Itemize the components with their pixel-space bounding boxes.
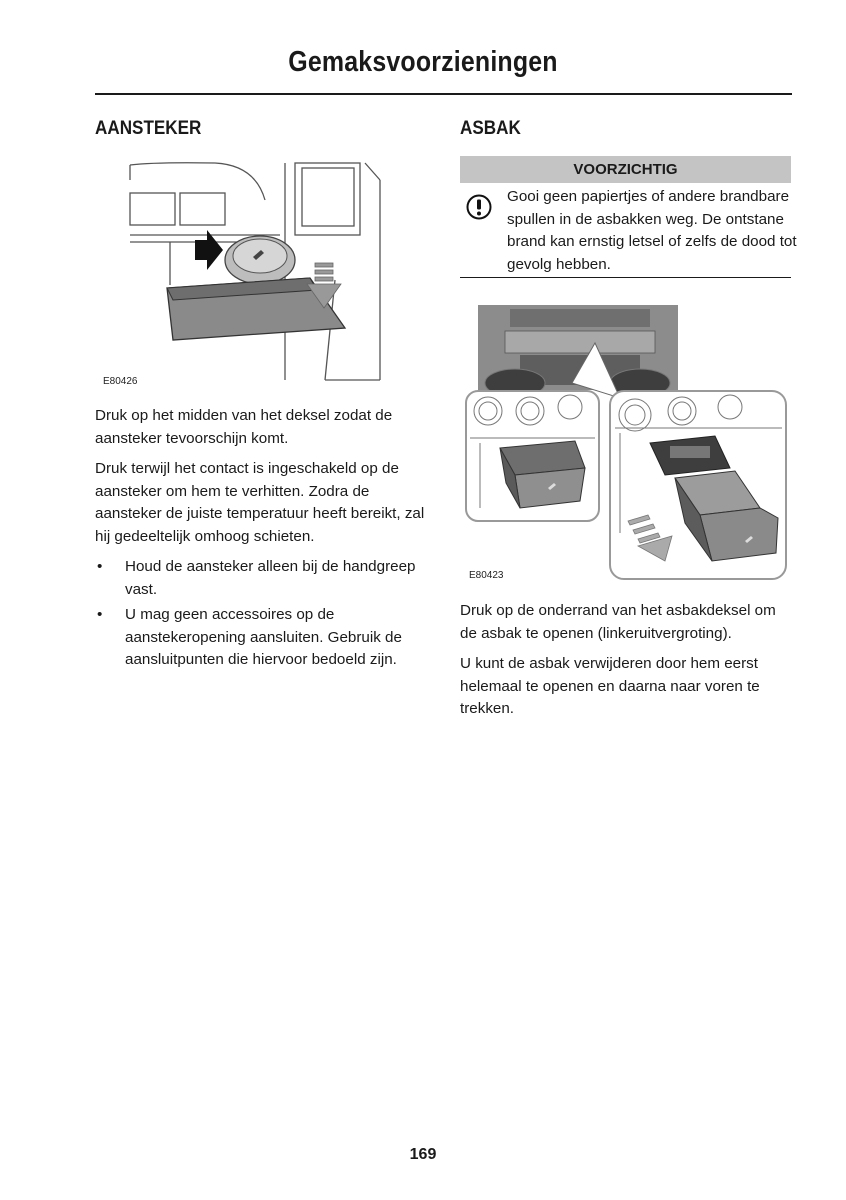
figure-code-ashtray: E80423: [469, 570, 504, 581]
ashtray-illustration: [460, 303, 792, 583]
cigarette-lighter-illustration: [95, 160, 395, 395]
list-item: [95, 556, 425, 601]
section-heading-asbak: ASBAK: [460, 118, 521, 139]
caution-text: Gooi geen papiertjes of andere brandbare spullen in de asbakken weg. De ontstane brand kan ernstig letsel of zelfs de dood tot gevolg hebben.: [507, 188, 797, 273]
list-item-text: Houd de aansteker alleen bij de handgreep vast.: [125, 558, 416, 598]
figure-code-lighter: E80426: [103, 376, 138, 387]
page-number: 169: [409, 1146, 437, 1163]
exclamation-icon: [466, 194, 492, 220]
paragraph: U kunt de asbak verwijderen door hem eerst helemaal te openen en daarna naar voren te trekken.: [460, 655, 760, 717]
right-column-text: [460, 600, 795, 729]
page-title: Gemaksvoorzieningen: [288, 46, 558, 78]
left-column-text: [95, 405, 425, 675]
paragraph: Druk terwijl het contact is ingeschakeld op de aansteker om hem te verhitten. Zodra de aansteker de juiste temperatuur heeft bereikt, zal hij gedeeltelijk omhoog schieten.: [95, 460, 425, 545]
list-item-text: U mag geen accessoires op de aanstekeropening aansluiten. Gebruik de aansluitpunten die hiervoor bedoeld zijn.: [125, 606, 402, 668]
title-divider: [95, 93, 792, 95]
bullet-icon: •: [97, 558, 103, 575]
caution-title: VOORZICHTIG: [460, 156, 791, 183]
paragraph: Druk op het midden van het deksel zodat de aansteker tevoorschijn komt.: [95, 407, 393, 447]
caution-divider: [460, 277, 791, 278]
bullet-list: [95, 556, 425, 672]
paragraph: Druk op de onderrand van het asbakdeksel om de asbak te openen (linkeruitvergroting).: [460, 602, 776, 642]
section-heading-aansteker: AANSTEKER: [95, 118, 202, 139]
bullet-icon: •: [97, 606, 103, 623]
list-item: [95, 604, 425, 672]
